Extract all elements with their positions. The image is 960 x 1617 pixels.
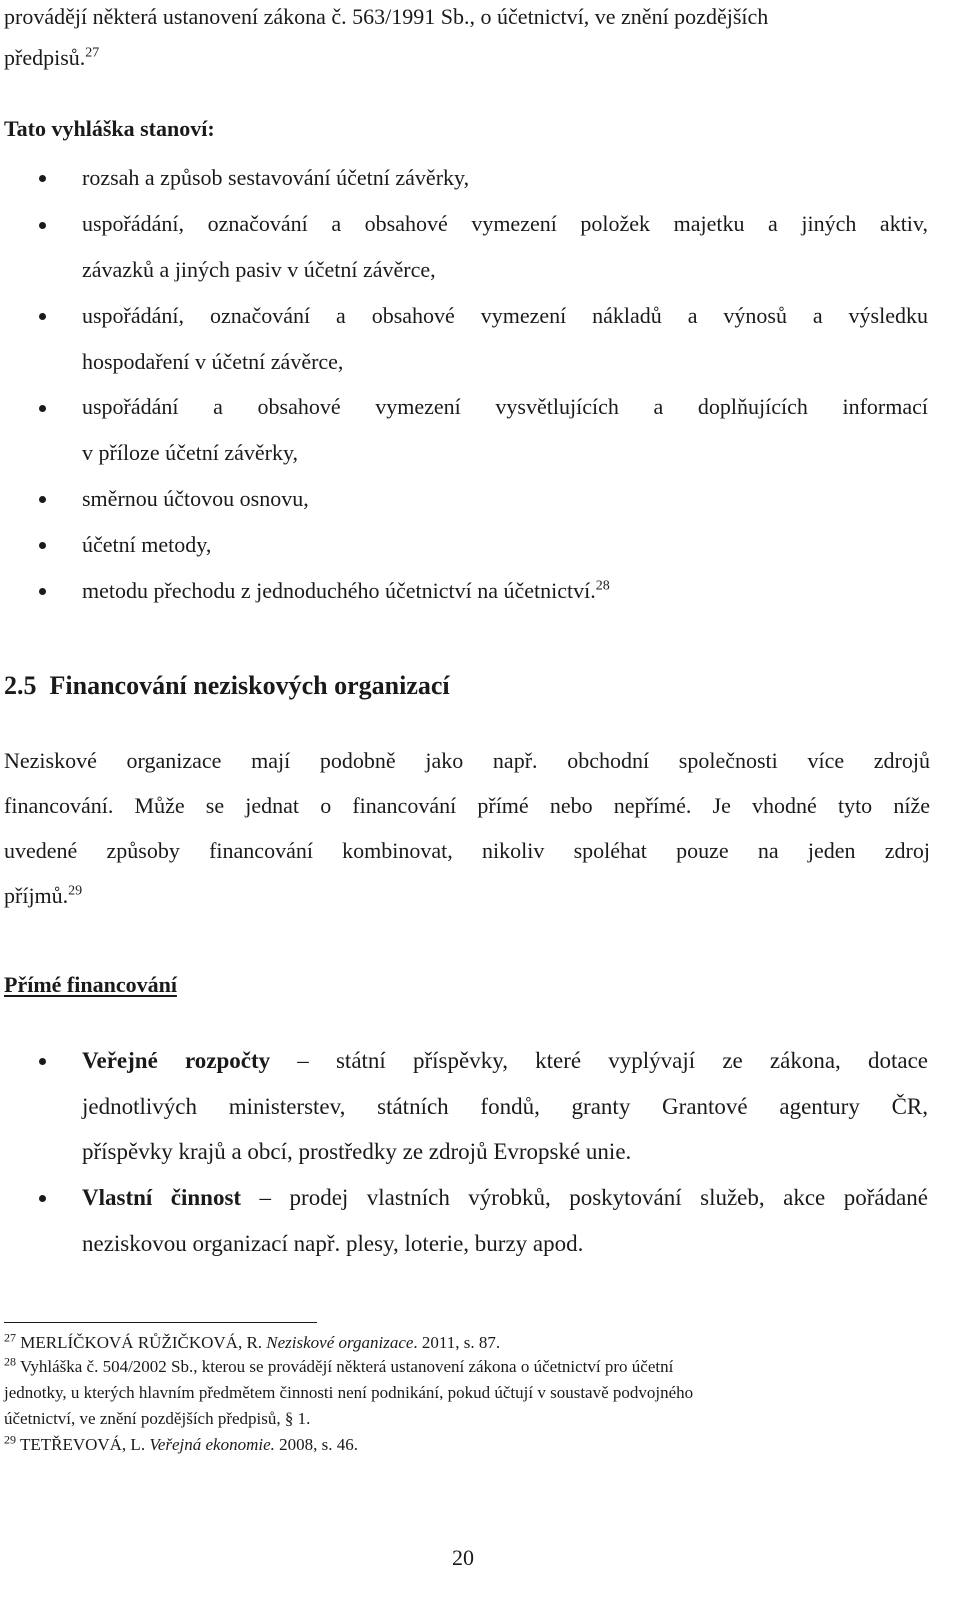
bullet-icon — [39, 313, 46, 320]
body-text-line: provádějí některá ustanovení zákona č. 563/1991 Sb., o účetnictví, ve znění pozdějších — [4, 4, 769, 29]
paragraph-line: Neziskové organizace mají podobně jako např. obchodní společnosti více zdrojů — [4, 748, 930, 773]
footnote-separator — [4, 1322, 317, 1323]
footnote-text: MERLÍČKOVÁ RŮŽIČKOVÁ, R. — [20, 1333, 267, 1352]
list-item-cont: neziskovou organizací např. plesy, loterie, burzy apod. — [82, 1231, 584, 1256]
bullet-icon — [39, 542, 46, 549]
list-item-cont: jednotlivých ministerstev, státních fondů, granty Grantové agentury ČR, — [82, 1094, 928, 1119]
bullet-icon — [39, 175, 46, 182]
list-item: směrnou účtovou osnovu, — [82, 486, 309, 511]
list-item: uspořádání a obsahové vymezení vysvětlujících a doplňujících informací — [82, 394, 928, 419]
list-item: uspořádání, označování a obsahové vymezení nákladů a výnosů a výsledku — [82, 303, 928, 328]
list-item-cont: v příloze účetní závěrky, — [82, 440, 299, 465]
list-item — [82, 580, 610, 602]
bullet-icon — [39, 588, 46, 595]
item-text: – státní příspěvky, které vyplývají ze zákona, dotace — [270, 1048, 928, 1073]
footnote-27 — [4, 1330, 501, 1352]
item-term: Vlastní činnost — [82, 1185, 242, 1210]
list-item: rozsah a způsob sestavování účetní závěrky, — [82, 165, 470, 190]
paragraph-line — [4, 885, 82, 907]
footnote-ref: 29 — [68, 883, 83, 899]
vyhlaska-intro: Tato vyhláška stanoví: — [4, 116, 215, 141]
footnote-28-cont: účetnictví, ve znění pozdějších předpisů, § 1. — [4, 1409, 311, 1428]
subsection-title: Přímé financování — [4, 972, 177, 997]
footnote-28 — [4, 1354, 674, 1376]
list-item-text: metodu přechodu z jednoduchého účetnictví na účetnictví. — [82, 578, 596, 603]
list-item: uspořádání, označování a obsahové vymezení položek majetku a jiných aktiv, — [82, 211, 928, 236]
list-item-cont: příspěvky krajů a obcí, prostředky ze zdrojů Evropské unie. — [82, 1139, 632, 1164]
footnote-number: 29 — [4, 1432, 16, 1447]
list-item — [82, 1186, 928, 1209]
page-number: 20 — [452, 1545, 474, 1570]
footnote-number: 28 — [4, 1354, 16, 1369]
item-text: – prodej vlastních výrobků, poskytování služeb, akce pořádané — [241, 1185, 929, 1210]
list-item: účetní metody, — [82, 532, 212, 557]
bullet-icon — [39, 1195, 46, 1202]
paragraph-text: příjmů. — [4, 883, 69, 908]
footnote-text: Vyhláška č. 504/2002 Sb., kterou se provádějí některá ustanovení zákona o účetnictví pro účetní — [19, 1357, 674, 1376]
bullet-icon — [39, 1058, 46, 1065]
paragraph-line: uvedené způsoby financování kombinovat, nikoliv spoléhat pouze na jeden zdroj — [4, 838, 930, 863]
list-item-cont: závazků a jiných pasiv v účetní závěrce, — [82, 257, 436, 282]
footnote-text: 2008, s. 46. — [274, 1435, 359, 1454]
bullet-icon — [39, 496, 46, 503]
bullet-icon — [39, 222, 46, 229]
list-item-cont: hospodaření v účetní závěrce, — [82, 349, 344, 374]
footnote-number: 27 — [4, 1330, 16, 1345]
list-item — [82, 1049, 928, 1072]
footnote-29 — [4, 1432, 359, 1454]
paragraph-line: financování. Může se jednat o financování přímé nebo nepřímé. Je vhodné tyto níže — [4, 793, 930, 818]
footnote-text: TETŘEVOVÁ, L. — [19, 1435, 150, 1454]
footnote-title: Veřejná ekonomie. — [149, 1435, 275, 1454]
footnote-ref: 27 — [85, 45, 100, 61]
footnote-title: Neziskové organizace — [266, 1333, 414, 1352]
footnote-ref: 28 — [595, 578, 610, 594]
item-term: Veřejné rozpočty — [82, 1048, 271, 1073]
footnote-text: . 2011, s. 87. — [413, 1333, 501, 1352]
bullet-icon — [39, 405, 46, 412]
section-heading: 2.5 Financování neziskových organizací — [4, 671, 450, 700]
body-text-line — [4, 47, 99, 69]
body-text: předpisů. — [4, 45, 86, 70]
footnote-28-cont: jednotky, u kterých hlavním předmětem činnosti není podnikání, pokud účtují v soustavě podvojného — [4, 1383, 694, 1402]
